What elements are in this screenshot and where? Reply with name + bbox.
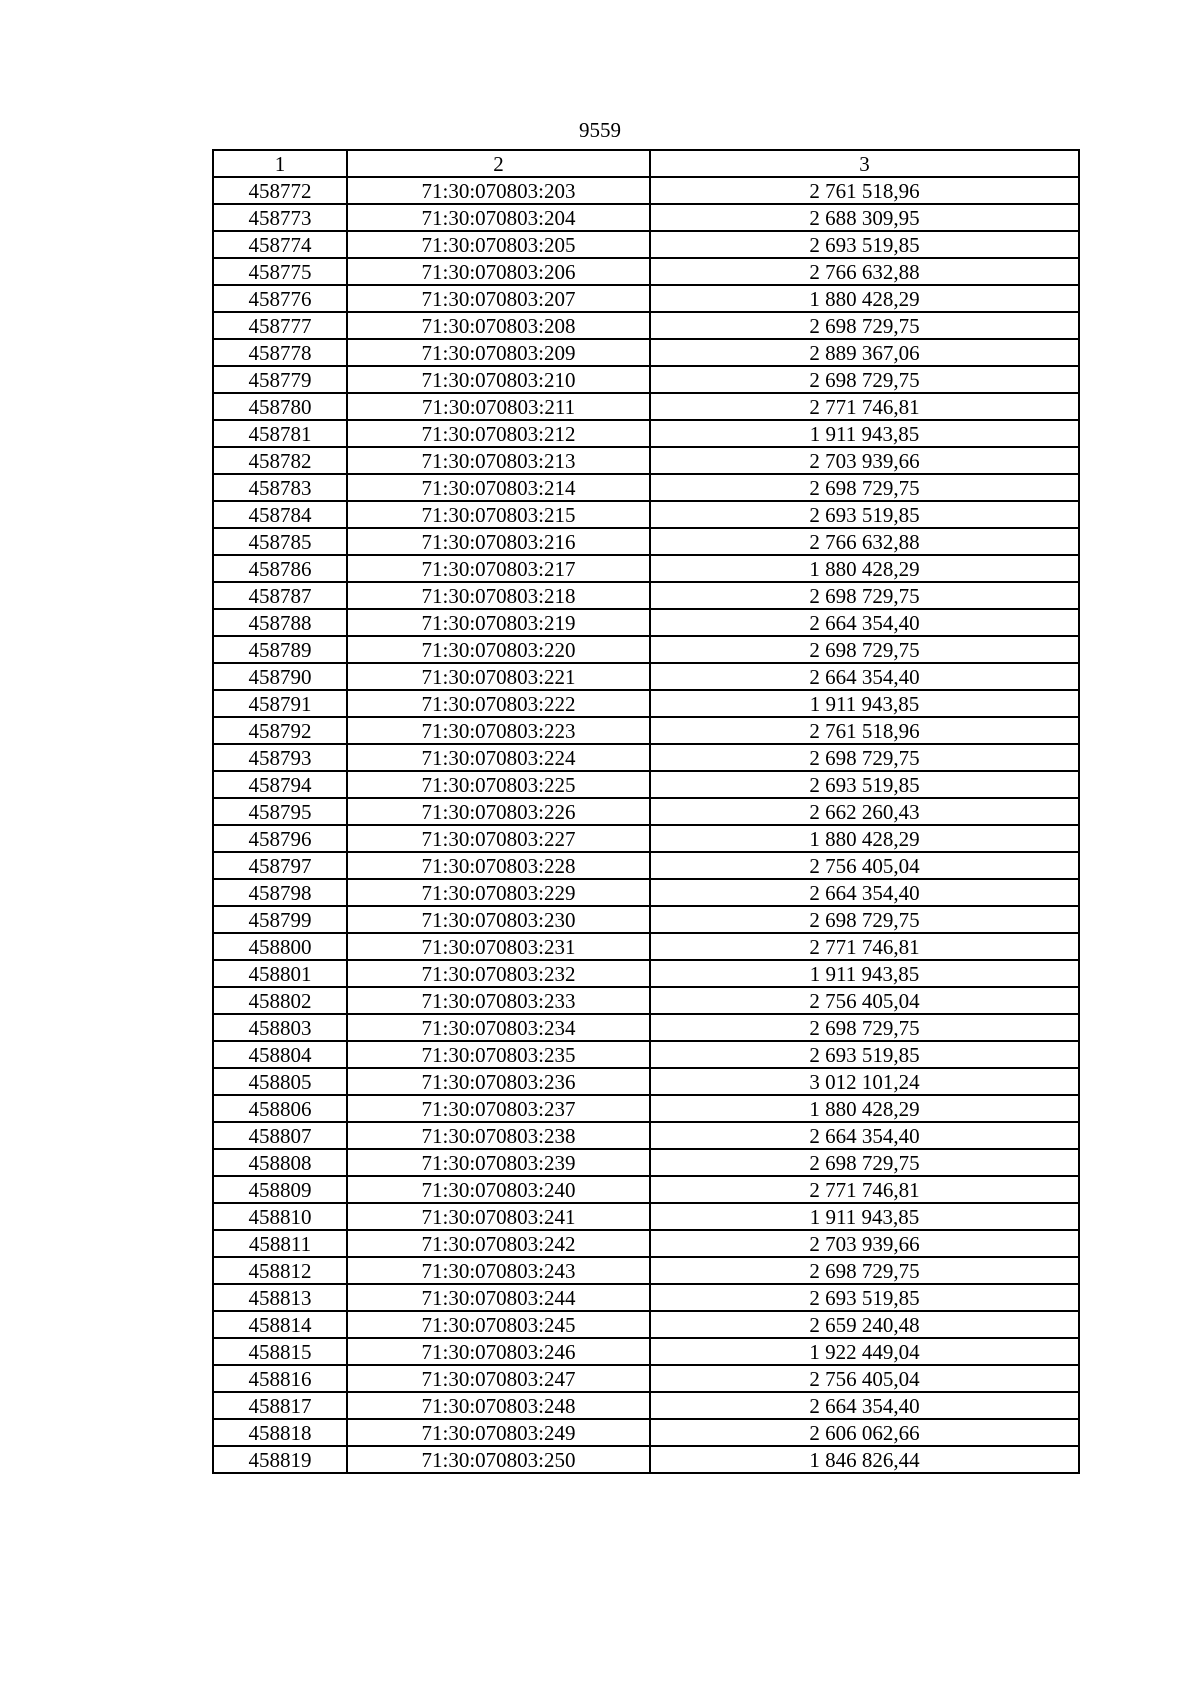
table-row [213, 1095, 1079, 1122]
cadastral-number-cell: 71:30:070803:249 [347, 1419, 650, 1446]
cadastral-number-cell: 71:30:070803:213 [347, 447, 650, 474]
table-row [213, 555, 1079, 582]
cadastral-number-cell: 71:30:070803:216 [347, 528, 650, 555]
value-cell: 2 771 746,81 [650, 933, 1079, 960]
value-cell: 2 693 519,85 [650, 1041, 1079, 1068]
row-number-cell: 458810 [213, 1203, 347, 1230]
table-row [213, 258, 1079, 285]
value-cell: 1 922 449,04 [650, 1338, 1079, 1365]
table-row [213, 636, 1079, 663]
table-row [213, 528, 1079, 555]
cadastral-number-cell: 71:30:070803:246 [347, 1338, 650, 1365]
row-number-cell: 458806 [213, 1095, 347, 1122]
value-cell: 2 761 518,96 [650, 717, 1079, 744]
value-cell: 2 761 518,96 [650, 177, 1079, 204]
value-cell: 1 846 826,44 [650, 1446, 1079, 1473]
value-cell: 2 698 729,75 [650, 744, 1079, 771]
cadastral-number-cell: 71:30:070803:232 [347, 960, 650, 987]
table-row [213, 474, 1079, 501]
cadastral-number-cell: 71:30:070803:230 [347, 906, 650, 933]
cadastral-number-cell: 71:30:070803:234 [347, 1014, 650, 1041]
table-body [213, 177, 1079, 1473]
data-table [212, 149, 1080, 1474]
table-row [213, 1068, 1079, 1095]
cadastral-number-cell: 71:30:070803:223 [347, 717, 650, 744]
value-cell: 1 880 428,29 [650, 285, 1079, 312]
value-cell: 2 771 746,81 [650, 393, 1079, 420]
cadastral-number-cell: 71:30:070803:240 [347, 1176, 650, 1203]
cadastral-number-cell: 71:30:070803:210 [347, 366, 650, 393]
table-row [213, 393, 1079, 420]
row-number-cell: 458809 [213, 1176, 347, 1203]
cadastral-number-cell: 71:30:070803:219 [347, 609, 650, 636]
row-number-cell: 458805 [213, 1068, 347, 1095]
cadastral-number-cell: 71:30:070803:241 [347, 1203, 650, 1230]
value-cell: 2 698 729,75 [650, 1149, 1079, 1176]
table-row [213, 717, 1079, 744]
table-row [213, 1122, 1079, 1149]
value-cell: 3 012 101,24 [650, 1068, 1079, 1095]
table-row [213, 798, 1079, 825]
row-number-cell: 458777 [213, 312, 347, 339]
table-row [213, 771, 1079, 798]
cadastral-number-cell: 71:30:070803:239 [347, 1149, 650, 1176]
table-row [213, 744, 1079, 771]
table-row [213, 204, 1079, 231]
value-cell: 2 756 405,04 [650, 987, 1079, 1014]
row-number-cell: 458774 [213, 231, 347, 258]
value-cell: 2 756 405,04 [650, 852, 1079, 879]
cadastral-number-cell: 71:30:070803:228 [347, 852, 650, 879]
cadastral-number-cell: 71:30:070803:242 [347, 1230, 650, 1257]
cadastral-number-cell: 71:30:070803:221 [347, 663, 650, 690]
value-cell: 2 698 729,75 [650, 474, 1079, 501]
table-header-row [213, 150, 1079, 177]
value-cell: 2 664 354,40 [650, 663, 1079, 690]
value-cell: 2 698 729,75 [650, 312, 1079, 339]
cadastral-number-cell: 71:30:070803:224 [347, 744, 650, 771]
value-cell: 2 606 062,66 [650, 1419, 1079, 1446]
row-number-cell: 458784 [213, 501, 347, 528]
value-cell: 2 703 939,66 [650, 1230, 1079, 1257]
table-row [213, 366, 1079, 393]
row-number-cell: 458811 [213, 1230, 347, 1257]
cadastral-number-cell: 71:30:070803:208 [347, 312, 650, 339]
value-cell: 2 771 746,81 [650, 1176, 1079, 1203]
cadastral-number-cell: 71:30:070803:215 [347, 501, 650, 528]
row-number-cell: 458775 [213, 258, 347, 285]
value-cell: 2 756 405,04 [650, 1365, 1079, 1392]
table-row [213, 609, 1079, 636]
value-cell: 2 703 939,66 [650, 447, 1079, 474]
row-number-cell: 458819 [213, 1446, 347, 1473]
cadastral-number-cell: 71:30:070803:226 [347, 798, 650, 825]
table-row [213, 960, 1079, 987]
table-row [213, 1176, 1079, 1203]
value-cell: 1 911 943,85 [650, 960, 1079, 987]
cadastral-number-cell: 71:30:070803:231 [347, 933, 650, 960]
table-row [213, 1230, 1079, 1257]
table-row [213, 690, 1079, 717]
row-number-cell: 458792 [213, 717, 347, 744]
table-row [213, 1149, 1079, 1176]
value-cell: 2 766 632,88 [650, 258, 1079, 285]
cadastral-number-cell: 71:30:070803:218 [347, 582, 650, 609]
row-number-cell: 458791 [213, 690, 347, 717]
cadastral-number-cell: 71:30:070803:212 [347, 420, 650, 447]
row-number-cell: 458801 [213, 960, 347, 987]
value-cell: 1 911 943,85 [650, 420, 1079, 447]
cadastral-number-cell: 71:30:070803:238 [347, 1122, 650, 1149]
table-row [213, 1284, 1079, 1311]
value-cell: 2 664 354,40 [650, 1122, 1079, 1149]
row-number-cell: 458815 [213, 1338, 347, 1365]
value-cell: 1 880 428,29 [650, 1095, 1079, 1122]
cadastral-number-cell: 71:30:070803:225 [347, 771, 650, 798]
cadastral-number-cell: 71:30:070803:204 [347, 204, 650, 231]
row-number-cell: 458797 [213, 852, 347, 879]
cadastral-number-cell: 71:30:070803:244 [347, 1284, 650, 1311]
cadastral-number-cell: 71:30:070803:222 [347, 690, 650, 717]
row-number-cell: 458808 [213, 1149, 347, 1176]
cadastral-number-cell: 71:30:070803:209 [347, 339, 650, 366]
cadastral-number-cell: 71:30:070803:203 [347, 177, 650, 204]
row-number-cell: 458802 [213, 987, 347, 1014]
value-cell: 1 911 943,85 [650, 690, 1079, 717]
cadastral-number-cell: 71:30:070803:233 [347, 987, 650, 1014]
value-cell: 2 766 632,88 [650, 528, 1079, 555]
cadastral-number-cell: 71:30:070803:214 [347, 474, 650, 501]
table-row [213, 339, 1079, 366]
cadastral-number-cell: 71:30:070803:227 [347, 825, 650, 852]
value-cell: 1 880 428,29 [650, 825, 1079, 852]
table-row [213, 1203, 1079, 1230]
cadastral-number-cell: 71:30:070803:205 [347, 231, 650, 258]
value-cell: 2 693 519,85 [650, 1284, 1079, 1311]
row-number-cell: 458773 [213, 204, 347, 231]
table-row [213, 501, 1079, 528]
column-header-3: 3 [650, 150, 1079, 177]
row-number-cell: 458782 [213, 447, 347, 474]
value-cell: 2 662 260,43 [650, 798, 1079, 825]
row-number-cell: 458772 [213, 177, 347, 204]
column-header-1: 1 [213, 150, 347, 177]
row-number-cell: 458795 [213, 798, 347, 825]
table-row [213, 1257, 1079, 1284]
page-number: 9559 [579, 118, 621, 142]
table-row [213, 933, 1079, 960]
value-cell: 2 698 729,75 [650, 1014, 1079, 1041]
value-cell: 2 693 519,85 [650, 231, 1079, 258]
row-number-cell: 458780 [213, 393, 347, 420]
cadastral-number-cell: 71:30:070803:236 [347, 1068, 650, 1095]
table-row [213, 1338, 1079, 1365]
cadastral-number-cell: 71:30:070803:248 [347, 1392, 650, 1419]
row-number-cell: 458800 [213, 933, 347, 960]
cadastral-number-cell: 71:30:070803:237 [347, 1095, 650, 1122]
row-number-cell: 458778 [213, 339, 347, 366]
cadastral-number-cell: 71:30:070803:211 [347, 393, 650, 420]
row-number-cell: 458781 [213, 420, 347, 447]
row-number-cell: 458789 [213, 636, 347, 663]
column-header-2: 2 [347, 150, 650, 177]
cadastral-number-cell: 71:30:070803:247 [347, 1365, 650, 1392]
table-row [213, 825, 1079, 852]
row-number-cell: 458813 [213, 1284, 347, 1311]
row-number-cell: 458787 [213, 582, 347, 609]
table-row [213, 420, 1079, 447]
row-number-cell: 458779 [213, 366, 347, 393]
table-row [213, 852, 1079, 879]
row-number-cell: 458814 [213, 1311, 347, 1338]
table-row [213, 312, 1079, 339]
value-cell: 2 664 354,40 [650, 879, 1079, 906]
table-row [213, 879, 1079, 906]
table-row [213, 582, 1079, 609]
cadastral-number-cell: 71:30:070803:217 [347, 555, 650, 582]
row-number-cell: 458786 [213, 555, 347, 582]
row-number-cell: 458793 [213, 744, 347, 771]
row-number-cell: 458804 [213, 1041, 347, 1068]
value-cell: 2 698 729,75 [650, 1257, 1079, 1284]
table-row [213, 447, 1079, 474]
table-row [213, 906, 1079, 933]
table-row [213, 1041, 1079, 1068]
table-row [213, 1014, 1079, 1041]
row-number-cell: 458776 [213, 285, 347, 312]
table-row [213, 177, 1079, 204]
row-number-cell: 458812 [213, 1257, 347, 1284]
row-number-cell: 458799 [213, 906, 347, 933]
row-number-cell: 458803 [213, 1014, 347, 1041]
row-number-cell: 458790 [213, 663, 347, 690]
value-cell: 2 698 729,75 [650, 582, 1079, 609]
value-cell: 2 698 729,75 [650, 366, 1079, 393]
value-cell: 2 664 354,40 [650, 609, 1079, 636]
table-row [213, 987, 1079, 1014]
cadastral-number-cell: 71:30:070803:220 [347, 636, 650, 663]
row-number-cell: 458794 [213, 771, 347, 798]
value-cell: 2 693 519,85 [650, 771, 1079, 798]
cadastral-number-cell: 71:30:070803:229 [347, 879, 650, 906]
value-cell: 2 889 367,06 [650, 339, 1079, 366]
table-row [213, 285, 1079, 312]
value-cell: 2 698 729,75 [650, 906, 1079, 933]
value-cell: 2 693 519,85 [650, 501, 1079, 528]
row-number-cell: 458817 [213, 1392, 347, 1419]
table-row [213, 1365, 1079, 1392]
cadastral-number-cell: 71:30:070803:235 [347, 1041, 650, 1068]
table-row [213, 231, 1079, 258]
row-number-cell: 458816 [213, 1365, 347, 1392]
value-cell: 2 698 729,75 [650, 636, 1079, 663]
table-row [213, 1419, 1079, 1446]
row-number-cell: 458783 [213, 474, 347, 501]
value-cell: 1 880 428,29 [650, 555, 1079, 582]
value-cell: 1 911 943,85 [650, 1203, 1079, 1230]
row-number-cell: 458798 [213, 879, 347, 906]
value-cell: 2 659 240,48 [650, 1311, 1079, 1338]
cadastral-number-cell: 71:30:070803:245 [347, 1311, 650, 1338]
table-row [213, 663, 1079, 690]
table-row [213, 1392, 1079, 1419]
cadastral-number-cell: 71:30:070803:243 [347, 1257, 650, 1284]
cadastral-number-cell: 71:30:070803:207 [347, 285, 650, 312]
cadastral-number-cell: 71:30:070803:250 [347, 1446, 650, 1473]
row-number-cell: 458785 [213, 528, 347, 555]
row-number-cell: 458796 [213, 825, 347, 852]
table-row [213, 1311, 1079, 1338]
value-cell: 2 664 354,40 [650, 1392, 1079, 1419]
value-cell: 2 688 309,95 [650, 204, 1079, 231]
cadastral-number-cell: 71:30:070803:206 [347, 258, 650, 285]
row-number-cell: 458807 [213, 1122, 347, 1149]
row-number-cell: 458788 [213, 609, 347, 636]
table-row [213, 1446, 1079, 1473]
row-number-cell: 458818 [213, 1419, 347, 1446]
